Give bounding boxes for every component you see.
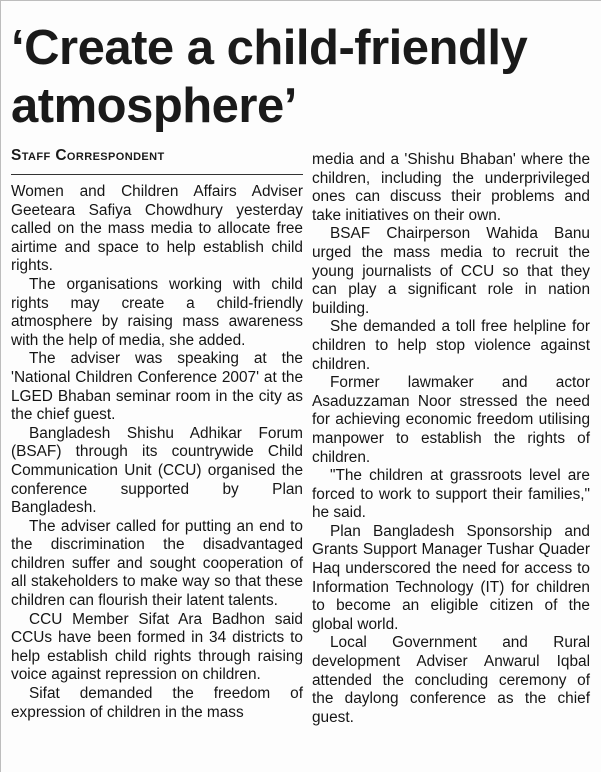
paragraph: "The children at grassroots level are forced to work to support their families," he said. (312, 467, 590, 522)
article-column-left (11, 183, 303, 722)
article-column-right (312, 151, 590, 727)
paragraph: BSAF Chairperson Wahida Banu urged the mass media to recruit the young journalists of CCU so that they can play a significant role in nation building. (312, 225, 590, 317)
paragraph: Former lawmaker and actor Asaduzzaman Noor stressed the need for achieving economic freedom utilising manpower to establish the rights of children. (312, 374, 590, 466)
paragraph: CCU Member Sifat Ara Badhon said CCUs have been formed in 34 districts to help establish child rights through raising voice against repression on children. (11, 610, 303, 684)
paragraph: Plan Bangladesh Sponsorship and Grants Support Manager Tushar Quader Haq underscored the need for access to Information Technology (IT) for children to become an eligible citizen of the global world. (312, 522, 590, 633)
paragraph: Sifat demanded the freedom of expression of children in the mass (11, 685, 303, 721)
paragraph: The organisations working with child rights may create a child-friendly atmosphere by raising mass awareness with the help of media, she added. (11, 275, 303, 349)
paragraph: Women and Children Affairs Adviser Geeteara Safiya Chowdhury yesterday called on the mass media to allocate free airtime and space to help establish child rights. (11, 183, 303, 275)
paragraph: She demanded a toll free helpline for children to help stop violence against children. (312, 318, 590, 373)
paragraph: Local Government and Rural development Adviser Anwarul Iqbal attended the concluding ceremony of the daylong conference as the chief guest. (312, 634, 590, 726)
paragraph: The adviser was speaking at the 'National Children Conference 2007' at the LGED Bhaban seminar room in the city as the chief guest. (11, 350, 303, 424)
byline: Staff Correspondent (11, 147, 303, 175)
paragraph: Bangladesh Shishu Adhikar Forum (BSAF) through its countrywide Child Communication Unit (CCU) organised the conference supported by Plan Bangladesh. (11, 424, 303, 517)
headline: ‘Create a child-friendly atmosphere’ (11, 21, 528, 133)
paragraph: media and a 'Shishu Bhaban' where the children, including the underprivileged ones can discuss their problems and take initiatives on their own. (312, 151, 590, 224)
paragraph: The adviser called for putting an end to the discrimination the disadvantaged children suffer and sought cooperation of all stakeholders to make way so that these children can flourish their latent talents. (11, 517, 303, 610)
